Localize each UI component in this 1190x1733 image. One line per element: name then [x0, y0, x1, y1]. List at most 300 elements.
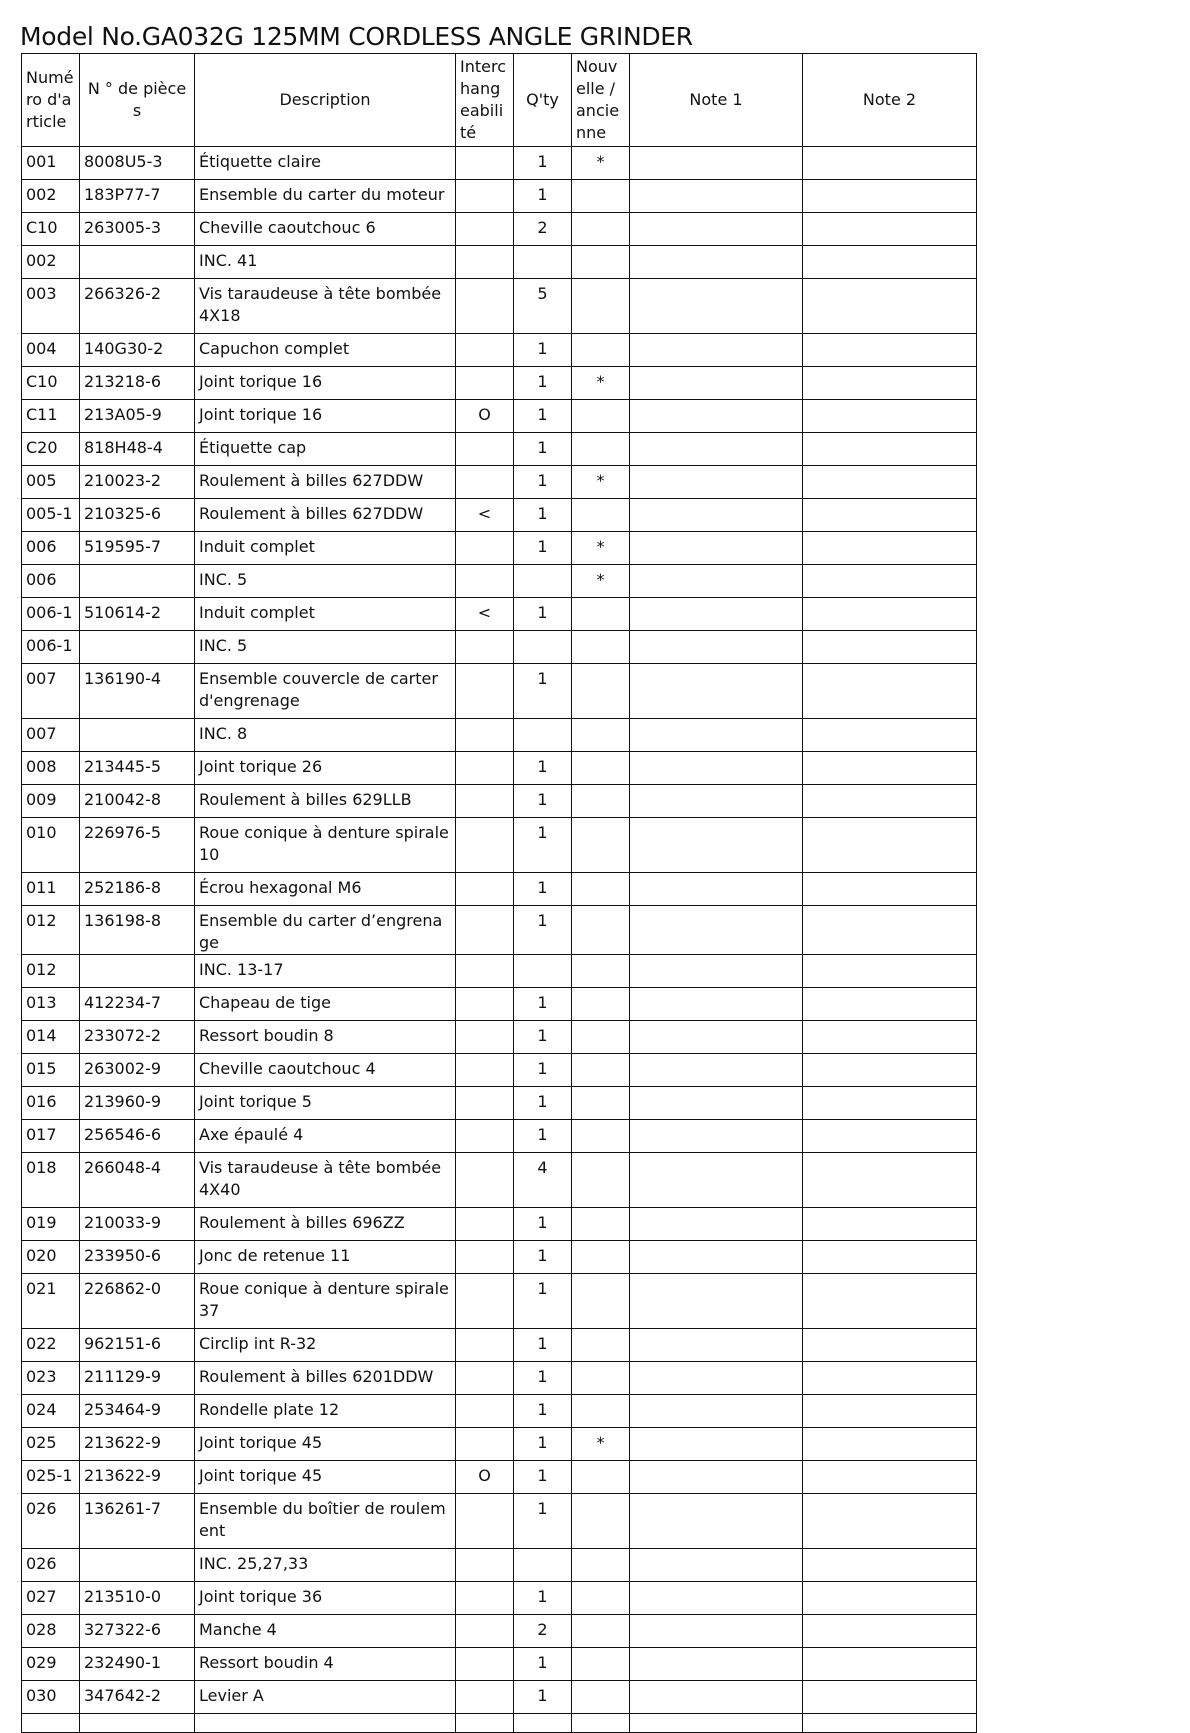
quantity-cell: 1: [514, 1054, 572, 1087]
quantity-cell: 4: [514, 1153, 572, 1208]
note-1-cell: [630, 1054, 803, 1087]
table-row: [22, 246, 977, 279]
note-2-cell: [803, 1329, 977, 1362]
header-note-1: Note 1: [630, 54, 803, 147]
item-number-cell: 008: [22, 752, 80, 785]
interchangeability-cell: [456, 818, 514, 873]
table-row: [22, 631, 977, 664]
interchangeability-cell: [456, 1054, 514, 1087]
table-row: [22, 906, 977, 955]
description-cell: Chapeau de tige: [195, 988, 456, 1021]
item-number-cell: 004: [22, 334, 80, 367]
note-1-cell: [630, 1362, 803, 1395]
table-row: [22, 565, 977, 598]
quantity-cell: 1: [514, 664, 572, 719]
item-number-cell: 023: [22, 1362, 80, 1395]
note-1-cell: [630, 664, 803, 719]
quantity-cell: 1: [514, 433, 572, 466]
note-2-cell: [803, 367, 977, 400]
item-number-cell: 030: [22, 1681, 80, 1714]
part-number-cell: 213445-5: [80, 752, 195, 785]
note-2-cell: [803, 752, 977, 785]
description-cell: Ensemble couvercle de carter d'engrenage: [195, 664, 456, 719]
description-cell: Roulement à billes 696ZZ: [195, 1208, 456, 1241]
description-cell: Joint torique 5: [195, 1087, 456, 1120]
interchangeability-cell: [456, 466, 514, 499]
item-number-cell: 002: [22, 246, 80, 279]
part-number-cell: [80, 955, 195, 988]
interchangeability-cell: [456, 906, 514, 955]
interchangeability-cell: [456, 1362, 514, 1395]
page-title: Model No.GA032G 125MM CORDLESS ANGLE GRINDER: [20, 22, 693, 51]
note-2-cell: [803, 785, 977, 818]
quantity-cell: 1: [514, 1494, 572, 1549]
new-old-cell: [572, 906, 630, 955]
note-2-cell: [803, 818, 977, 873]
note-1-cell: [630, 1329, 803, 1362]
description-cell: Étiquette cap: [195, 433, 456, 466]
part-number-cell: [80, 719, 195, 752]
item-number-cell: 025: [22, 1428, 80, 1461]
note-1-cell: [630, 988, 803, 1021]
note-2-cell: [803, 466, 977, 499]
new-old-cell: [572, 664, 630, 719]
quantity-cell: 1: [514, 1087, 572, 1120]
note-2-cell: [803, 334, 977, 367]
item-number-cell: C11: [22, 400, 80, 433]
new-old-cell: [572, 1329, 630, 1362]
table-row: [22, 1153, 977, 1208]
quantity-cell: 1: [514, 1582, 572, 1615]
quantity-cell: 1: [514, 1241, 572, 1274]
interchangeability-cell: [456, 1681, 514, 1714]
new-old-cell: [572, 1153, 630, 1208]
new-old-cell: [572, 279, 630, 334]
new-old-cell: *: [572, 466, 630, 499]
item-number-cell: 026: [22, 1494, 80, 1549]
item-number-cell: C20: [22, 433, 80, 466]
item-number-cell: 001: [22, 147, 80, 180]
description-cell: Rondelle plate 12: [195, 1395, 456, 1428]
part-number-cell: 818H48-4: [80, 433, 195, 466]
note-1-cell: [630, 279, 803, 334]
item-number-cell: 007: [22, 664, 80, 719]
new-old-cell: [572, 719, 630, 752]
new-old-cell: [572, 1274, 630, 1329]
quantity-cell: 1: [514, 180, 572, 213]
new-old-cell: [572, 1054, 630, 1087]
description-cell: Levier A: [195, 1681, 456, 1714]
part-number-cell: 510614-2: [80, 598, 195, 631]
note-1-cell: [630, 818, 803, 873]
description-cell: Jonc de retenue 11: [195, 1241, 456, 1274]
new-old-cell: [572, 1615, 630, 1648]
interchangeability-cell: [456, 1274, 514, 1329]
item-number-cell: 013: [22, 988, 80, 1021]
note-1-cell: [630, 1241, 803, 1274]
quantity-cell: 1: [514, 1329, 572, 1362]
item-number-cell: 003: [22, 279, 80, 334]
note-2-cell: [803, 1494, 977, 1549]
table-row: [22, 180, 977, 213]
item-number-cell: 019: [22, 1208, 80, 1241]
interchangeability-cell: [456, 955, 514, 988]
table-row: [22, 334, 977, 367]
table-row-cut-off: [22, 1714, 977, 1733]
quantity-cell: 1: [514, 1208, 572, 1241]
description-cell: Capuchon complet: [195, 334, 456, 367]
interchangeability-cell: O: [456, 1461, 514, 1494]
table-row: [22, 400, 977, 433]
description-cell: Cheville caoutchouc 4: [195, 1054, 456, 1087]
new-old-cell: *: [572, 532, 630, 565]
note-2-cell: [803, 988, 977, 1021]
table-row: [22, 988, 977, 1021]
note-2-cell: [803, 1549, 977, 1582]
item-number-cell: 020: [22, 1241, 80, 1274]
part-number-cell: [80, 565, 195, 598]
item-number-cell: 006-1: [22, 631, 80, 664]
quantity-cell: [514, 1549, 572, 1582]
interchangeability-cell: [456, 565, 514, 598]
note-1-cell: [630, 631, 803, 664]
interchangeability-cell: [456, 988, 514, 1021]
note-1-cell: [630, 1615, 803, 1648]
description-cell: Ensemble du boîtier de roulement: [195, 1494, 456, 1549]
new-old-cell: [572, 818, 630, 873]
part-number-cell: 253464-9: [80, 1395, 195, 1428]
table-body: [22, 147, 977, 1733]
item-number-cell: 009: [22, 785, 80, 818]
description-cell: Roue conique à denture spirale 10: [195, 818, 456, 873]
part-number-cell: 412234-7: [80, 988, 195, 1021]
description-cell: Cheville caoutchouc 6: [195, 213, 456, 246]
table-row: [22, 1208, 977, 1241]
new-old-cell: [572, 180, 630, 213]
item-number-cell: 002: [22, 180, 80, 213]
table-row: [22, 279, 977, 334]
header-description: Description: [195, 54, 456, 147]
part-number-cell: 252186-8: [80, 873, 195, 906]
description-cell: Écrou hexagonal M6: [195, 873, 456, 906]
note-1-cell: [630, 752, 803, 785]
interchangeability-cell: [456, 433, 514, 466]
quantity-cell: 1: [514, 1274, 572, 1329]
note-2-cell: [803, 246, 977, 279]
description-cell: INC. 5: [195, 565, 456, 598]
note-2-cell: [803, 400, 977, 433]
note-2-cell: [803, 1021, 977, 1054]
new-old-cell: [572, 631, 630, 664]
item-number-cell: 012: [22, 906, 80, 955]
note-1-cell: [630, 1208, 803, 1241]
header-quantity: Q'ty: [514, 54, 572, 147]
interchangeability-cell: [456, 1021, 514, 1054]
interchangeability-cell: [456, 334, 514, 367]
note-1-cell: [630, 367, 803, 400]
quantity-cell: 1: [514, 818, 572, 873]
note-1-cell: [630, 1395, 803, 1428]
item-number-cell: 010: [22, 818, 80, 873]
interchangeability-cell: [456, 1120, 514, 1153]
table-row: [22, 1395, 977, 1428]
table-row: [22, 1428, 977, 1461]
item-number-cell: 026: [22, 1549, 80, 1582]
note-2-cell: [803, 1648, 977, 1681]
quantity-cell: 1: [514, 1428, 572, 1461]
description-cell: Manche 4: [195, 1615, 456, 1648]
new-old-cell: [572, 752, 630, 785]
table-row: [22, 499, 977, 532]
table-row: [22, 1120, 977, 1153]
note-2-cell: [803, 1461, 977, 1494]
note-1-cell: [630, 1153, 803, 1208]
new-old-cell: [572, 598, 630, 631]
table-row: [22, 785, 977, 818]
interchangeability-cell: <: [456, 499, 514, 532]
description-cell: Joint torique 26: [195, 752, 456, 785]
part-number-cell: 233072-2: [80, 1021, 195, 1054]
table-row: [22, 1494, 977, 1549]
interchangeability-cell: O: [456, 400, 514, 433]
interchangeability-cell: [456, 180, 514, 213]
note-1-cell: [630, 906, 803, 955]
quantity-cell: 1: [514, 1362, 572, 1395]
interchangeability-cell: [456, 1087, 514, 1120]
quantity-cell: 1: [514, 1648, 572, 1681]
part-number-cell: 213218-6: [80, 367, 195, 400]
part-number-cell: 256546-6: [80, 1120, 195, 1153]
note-2-cell: [803, 1087, 977, 1120]
quantity-cell: 2: [514, 1615, 572, 1648]
description-cell: Roulement à billes 627DDW: [195, 499, 456, 532]
table-row: [22, 1087, 977, 1120]
new-old-cell: *: [572, 1428, 630, 1461]
part-number-cell: 136190-4: [80, 664, 195, 719]
note-1-cell: [630, 873, 803, 906]
note-1-cell: [630, 1120, 803, 1153]
quantity-cell: 5: [514, 279, 572, 334]
part-number-cell: 226862-0: [80, 1274, 195, 1329]
quantity-cell: 1: [514, 334, 572, 367]
interchangeability-cell: [456, 1615, 514, 1648]
new-old-cell: [572, 873, 630, 906]
item-number-cell: 006: [22, 532, 80, 565]
interchangeability-cell: [456, 785, 514, 818]
interchangeability-cell: [456, 367, 514, 400]
quantity-cell: 1: [514, 1395, 572, 1428]
new-old-cell: [572, 1461, 630, 1494]
interchangeability-cell: [456, 213, 514, 246]
new-old-cell: [572, 1494, 630, 1549]
note-2-cell: [803, 873, 977, 906]
table-row: [22, 955, 977, 988]
quantity-cell: 1: [514, 988, 572, 1021]
table-row: [22, 367, 977, 400]
description-cell: Joint torique 36: [195, 1582, 456, 1615]
table-row: [22, 213, 977, 246]
note-2-cell: [803, 1395, 977, 1428]
part-number-cell: 213622-9: [80, 1461, 195, 1494]
quantity-cell: [514, 631, 572, 664]
description-cell: Joint torique 45: [195, 1428, 456, 1461]
interchangeability-cell: [456, 1648, 514, 1681]
part-number-cell: 213960-9: [80, 1087, 195, 1120]
interchangeability-cell: [456, 1582, 514, 1615]
part-number-cell: 211129-9: [80, 1362, 195, 1395]
part-number-cell: 266048-4: [80, 1153, 195, 1208]
description-cell: Vis taraudeuse à tête bombée 4X18: [195, 279, 456, 334]
table-row: [22, 1054, 977, 1087]
item-number-cell: 016: [22, 1087, 80, 1120]
description-cell: Ressort boudin 8: [195, 1021, 456, 1054]
interchangeability-cell: [456, 1153, 514, 1208]
interchangeability-cell: [456, 1549, 514, 1582]
description-cell: INC. 41: [195, 246, 456, 279]
new-old-cell: [572, 334, 630, 367]
note-2-cell: [803, 1153, 977, 1208]
new-old-cell: [572, 433, 630, 466]
note-2-cell: [803, 1428, 977, 1461]
note-2-cell: [803, 598, 977, 631]
part-number-cell: 213510-0: [80, 1582, 195, 1615]
note-1-cell: [630, 719, 803, 752]
note-1-cell: [630, 147, 803, 180]
part-number-cell: [80, 631, 195, 664]
part-number-cell: 140G30-2: [80, 334, 195, 367]
new-old-cell: [572, 1648, 630, 1681]
quantity-cell: 1: [514, 1120, 572, 1153]
new-old-cell: [572, 1582, 630, 1615]
item-number-cell: 028: [22, 1615, 80, 1648]
description-cell: Axe épaulé 4: [195, 1120, 456, 1153]
description-cell: Roue conique à denture spirale 37: [195, 1274, 456, 1329]
header-part-number: N ° de pièces: [80, 54, 195, 147]
note-1-cell: [630, 1582, 803, 1615]
table-row: [22, 752, 977, 785]
note-2-cell: [803, 1615, 977, 1648]
table-row: [22, 1021, 977, 1054]
note-1-cell: [630, 246, 803, 279]
new-old-cell: [572, 1021, 630, 1054]
note-2-cell: [803, 1054, 977, 1087]
description-cell: Induit complet: [195, 598, 456, 631]
interchangeability-cell: <: [456, 598, 514, 631]
part-number-cell: 233950-6: [80, 1241, 195, 1274]
part-number-cell: 8008U5-3: [80, 147, 195, 180]
description-cell: Joint torique 16: [195, 367, 456, 400]
new-old-cell: [572, 1395, 630, 1428]
item-number-cell: 005: [22, 466, 80, 499]
item-number-cell: 018: [22, 1153, 80, 1208]
table-row: [22, 147, 977, 180]
note-2-cell: [803, 213, 977, 246]
new-old-cell: [572, 1208, 630, 1241]
quantity-cell: 1: [514, 598, 572, 631]
note-1-cell: [630, 955, 803, 988]
item-number-cell: 022: [22, 1329, 80, 1362]
item-number-cell: 005-1: [22, 499, 80, 532]
interchangeability-cell: [456, 1494, 514, 1549]
note-2-cell: [803, 1241, 977, 1274]
description-cell: INC. 13-17: [195, 955, 456, 988]
note-2-cell: [803, 719, 977, 752]
new-old-cell: *: [572, 147, 630, 180]
part-number-cell: 232490-1: [80, 1648, 195, 1681]
note-1-cell: [630, 598, 803, 631]
item-number-cell: 006: [22, 565, 80, 598]
quantity-cell: 1: [514, 906, 572, 955]
part-number-cell: 327322-6: [80, 1615, 195, 1648]
new-old-cell: [572, 1362, 630, 1395]
new-old-cell: [572, 213, 630, 246]
part-number-cell: 136198-8: [80, 906, 195, 955]
interchangeability-cell: [456, 752, 514, 785]
header-new-old: Nouvelle / ancienne: [572, 54, 630, 147]
interchangeability-cell: [456, 246, 514, 279]
part-number-cell: 962151-6: [80, 1329, 195, 1362]
note-2-cell: [803, 1120, 977, 1153]
item-number-cell: 006-1: [22, 598, 80, 631]
table-row: [22, 598, 977, 631]
table-row: [22, 1582, 977, 1615]
interchangeability-cell: [456, 1428, 514, 1461]
note-2-cell: [803, 1208, 977, 1241]
table-row: [22, 1615, 977, 1648]
quantity-cell: [514, 565, 572, 598]
note-1-cell: [630, 785, 803, 818]
note-1-cell: [630, 213, 803, 246]
description-cell: Induit complet: [195, 532, 456, 565]
part-number-cell: 263005-3: [80, 213, 195, 246]
part-number-cell: 136261-7: [80, 1494, 195, 1549]
interchangeability-cell: [456, 1208, 514, 1241]
item-number-cell: C10: [22, 213, 80, 246]
quantity-cell: 1: [514, 400, 572, 433]
new-old-cell: [572, 955, 630, 988]
item-number-cell: 007: [22, 719, 80, 752]
interchangeability-cell: [456, 279, 514, 334]
interchangeability-cell: [456, 631, 514, 664]
interchangeability-cell: [456, 1395, 514, 1428]
note-1-cell: [630, 1494, 803, 1549]
item-number-cell: 025-1: [22, 1461, 80, 1494]
note-1-cell: [630, 1021, 803, 1054]
part-number-cell: 266326-2: [80, 279, 195, 334]
note-2-cell: [803, 279, 977, 334]
table-row: [22, 1274, 977, 1329]
interchangeability-cell: [456, 147, 514, 180]
new-old-cell: *: [572, 565, 630, 598]
table-row: [22, 1681, 977, 1714]
item-number-cell: 012: [22, 955, 80, 988]
quantity-cell: 1: [514, 752, 572, 785]
table-row: [22, 873, 977, 906]
note-1-cell: [630, 565, 803, 598]
new-old-cell: [572, 1087, 630, 1120]
interchangeability-cell: [456, 1329, 514, 1362]
note-2-cell: [803, 1362, 977, 1395]
note-1-cell: [630, 400, 803, 433]
quantity-cell: 1: [514, 785, 572, 818]
description-cell: Circlip int R-32: [195, 1329, 456, 1362]
new-old-cell: [572, 499, 630, 532]
item-number-cell: 021: [22, 1274, 80, 1329]
table-row: [22, 1461, 977, 1494]
item-number-cell: 024: [22, 1395, 80, 1428]
table-row: [22, 433, 977, 466]
item-number-cell: 011: [22, 873, 80, 906]
